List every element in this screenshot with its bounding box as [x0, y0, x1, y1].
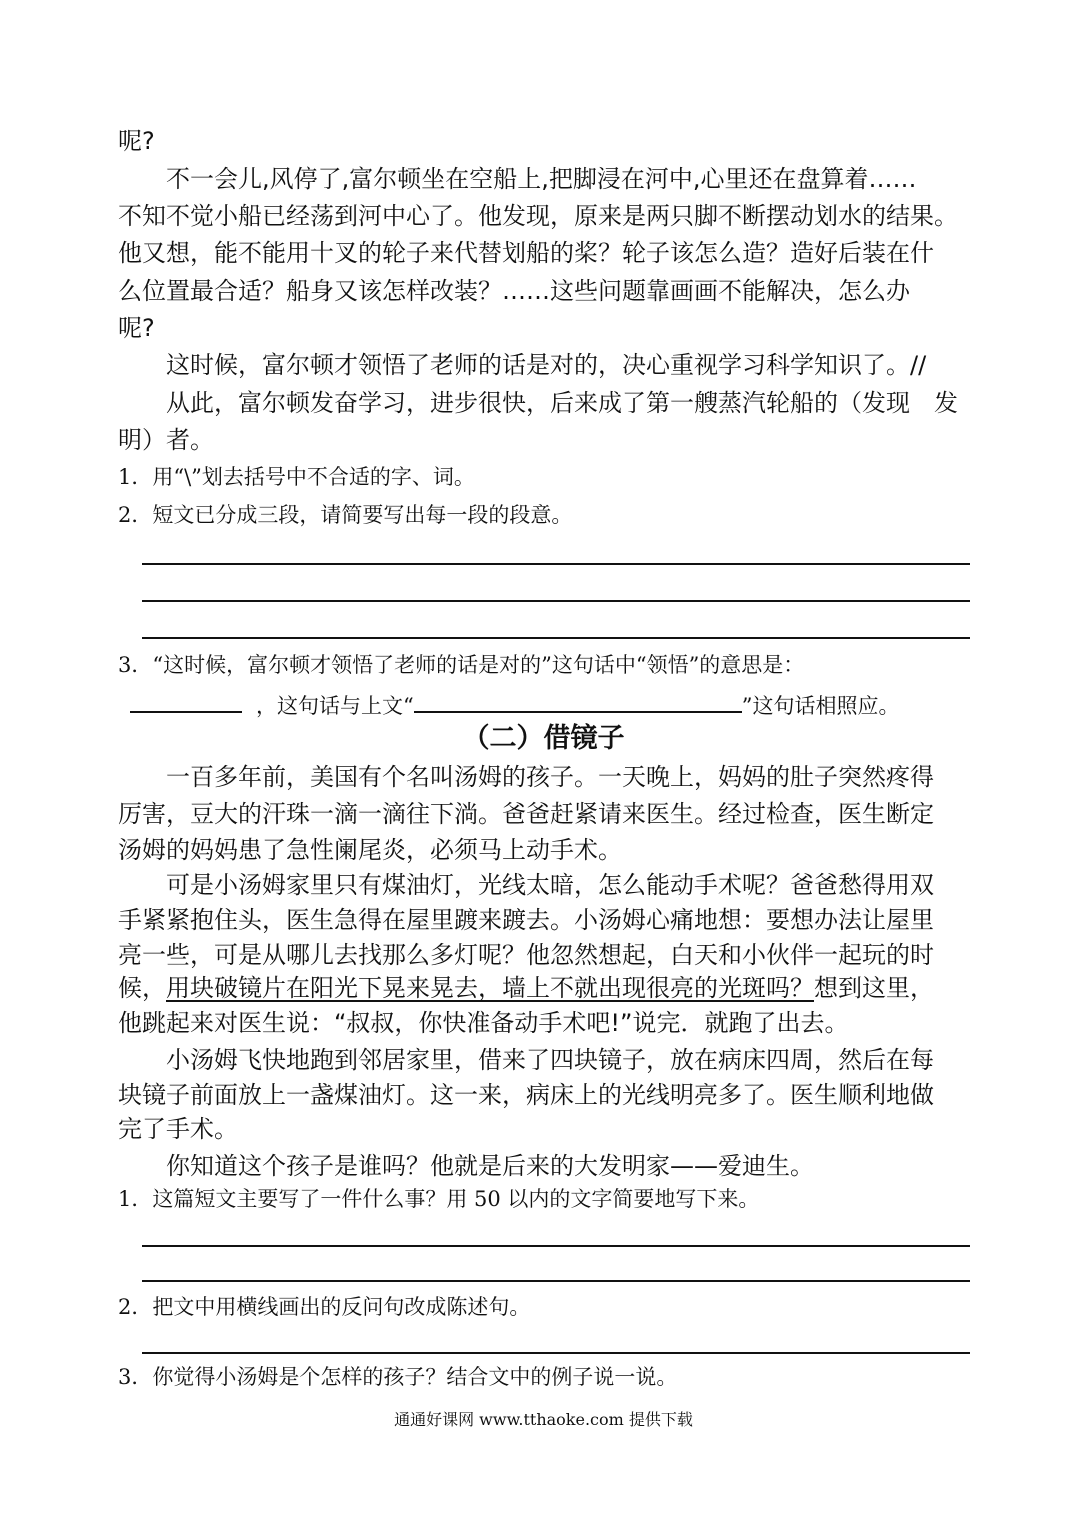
passage2-line: 厉害，豆大的汗珠一滴一滴往下淌。爸爸赶紧请来医生。经过检查，医生断定: [118, 800, 934, 828]
passage2-line: 亮一些，可是从哪儿去找那么多灯呢？他忽然想起，白天和小伙伴一起玩的时: [118, 941, 934, 969]
underlined-rhetorical-question: 用块破镜片在阳光下晃来晃去，墙上不就出现很亮的光斑吗？: [166, 974, 814, 1002]
answer-line[interactable]: [142, 563, 970, 565]
answer-line[interactable]: [142, 1280, 970, 1282]
question2-3: 3．你觉得小汤姆是个怎样的孩子？结合文中的例子说一说。: [118, 1365, 678, 1389]
passage2-line: 小汤姆飞快地跑到邻居家里，借来了四块镜子，放在病床四周，然后在每: [166, 1046, 934, 1074]
question2-2: 2．把文中用横线画出的反问句改成陈述句。: [118, 1295, 531, 1319]
passage1-line-5: 么位置最合适？船身又该怎样改装？……这些问题靠画画不能解决，怎么办: [118, 277, 910, 305]
passage2-line: 块镜子前面放上一盏煤油灯。这一来，病床上的光线明亮多了。医生顺利地做: [118, 1081, 934, 1109]
footer: 通通好课网 www.tthaoke.com 提供下载: [394, 1410, 693, 1429]
passage1-line-4: 他又想，能不能用十叉的轮子来代替划船的桨？轮子该怎么造？造好后装在什: [118, 239, 934, 267]
question1-1: 1．用“\”划去括号中不合适的字、词。: [118, 465, 475, 489]
answer-line[interactable]: [142, 1352, 970, 1354]
passage2-line: 手紧紧抱住头，医生急得在屋里踱来踱去。小汤姆心痛地想：要想办法让屋里: [118, 906, 934, 934]
passage1-line-1: 呢?: [118, 127, 155, 155]
section-title: （二）借镜子: [462, 723, 625, 754]
passage2-line: 完了手术。: [118, 1115, 238, 1143]
fill-blank-quote[interactable]: [414, 689, 742, 713]
passage1-line-2: 不一会儿,风停了,富尔顿坐在空船上,把脚浸在河中,心里还在盘算着……: [166, 165, 917, 193]
question1-3-continuation: [130, 689, 990, 721]
passage2-line: 一百多年前，美国有个名叫汤姆的孩子。一天晚上，妈妈的肚子突然疼得: [166, 763, 934, 791]
question2-1: 1．这篇短文主要写了一件什么事？用 50 以内的文字简要地写下来。: [118, 1187, 760, 1211]
passage1-line-3: 不知不觉小船已经荡到河中心了。他发现，原来是两只脚不断摆动划水的结果。: [118, 202, 958, 230]
fill-blank-meaning[interactable]: [130, 689, 242, 713]
passage2-text: 候，: [118, 974, 166, 1002]
passage1-line-6: 呢?: [118, 314, 155, 342]
passage2-line: 你知道这个孩子是谁吗？他就是后来的大发明家——爱迪生。: [166, 1152, 814, 1180]
answer-line[interactable]: [142, 600, 970, 602]
passage2-line-with-underline: [118, 971, 978, 1005]
passage1-line-8: 从此，富尔顿发奋学习，进步很快，后来成了第一艘蒸汽轮船的（发现 发: [166, 389, 958, 417]
passage2-line: 可是小汤姆家里只有煤油灯，光线太暗，怎么能动手术呢？爸爸愁得用双: [166, 871, 934, 899]
question1-2: 2．短文已分成三段，请简要写出每一段的段意。: [118, 503, 573, 527]
passage1-line-7: 这时候，富尔顿才领悟了老师的话是对的，决心重视学习科学知识了。//: [166, 351, 927, 379]
answer-line[interactable]: [142, 1245, 970, 1247]
question1-3: 3．“这时候，富尔顿才领悟了老师的话是对的”这句话中“领悟”的意思是：: [118, 653, 805, 677]
question1-3-mid-text: ，这句话与上文“: [256, 694, 414, 718]
passage1-line-9: 明）者。: [118, 426, 214, 454]
question1-3-end-text: ”这句话相照应。: [741, 694, 900, 718]
passage2-text: 想到这里，: [814, 974, 934, 1002]
passage2-line: 汤姆的妈妈患了急性阑尾炎，必须马上动手术。: [118, 836, 622, 864]
answer-line[interactable]: [142, 637, 970, 639]
passage2-line: 他跳起来对医生说：“叔叔，你快准备动手术吧!”说完．就跑了出去。: [118, 1009, 849, 1037]
